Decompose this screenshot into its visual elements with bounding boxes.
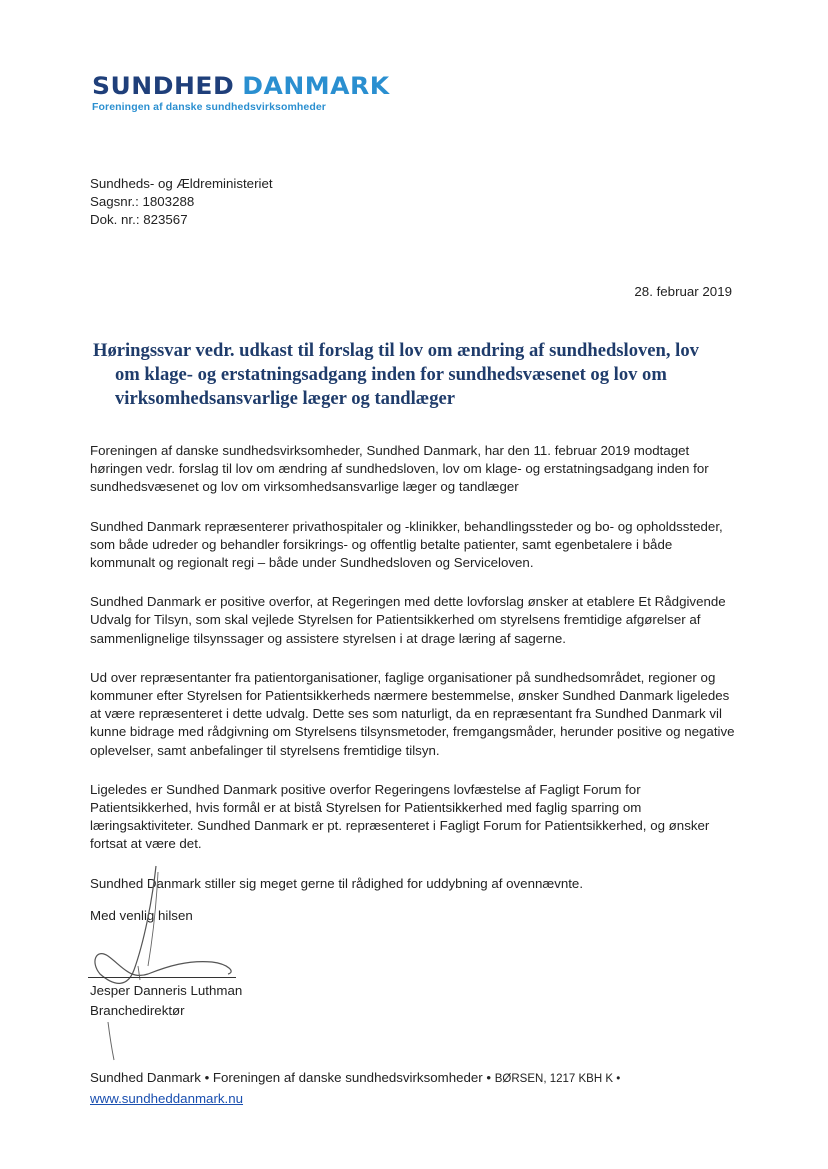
body-paragraph: Foreningen af danske sundhedsvirksomheder, Sundhed Danmark, har den 11. februar 2019 modtaget høringen vedr. forslag til lov om ændring af sundhedsloven, lov om klage- og erstatningsadgang inden for sundhedsvæsenet og lov om virksomhedsansvarlige læger og tandlæger xyxy=(90,443,709,495)
signer-block xyxy=(90,981,242,1021)
title-line-1: Høringssvar vedr. udkast til forslag til lov om ændring af sundhedsloven, lov xyxy=(93,340,699,361)
body-paragraph: Sundhed Danmark stiller sig meget gerne til rådighed for uddybning af ovennævnte. xyxy=(90,875,584,891)
case-number-value: 1803288 xyxy=(142,194,195,209)
website-link[interactable]: www.sundheddanmark.nu xyxy=(90,1091,244,1106)
handwritten-signature xyxy=(78,862,298,1072)
logo-word-danmark: DANMARK xyxy=(242,72,390,100)
logo-word-sundhed: SUNDHED xyxy=(92,72,235,100)
recipient-ministry: Sundheds- og Ældreministeriet xyxy=(90,176,273,191)
logo-tagline: Foreningen af danske sundhedsvirksomheder xyxy=(92,101,326,113)
footer-address-line xyxy=(90,1068,620,1089)
case-number-line xyxy=(90,193,273,211)
logo-wordmark xyxy=(92,74,390,99)
footer-address: BØRSEN, 1217 KBH K • xyxy=(494,1073,621,1085)
case-number-label: Sagsnr.: xyxy=(90,194,139,209)
body-paragraph: Ligeledes er Sundhed Danmark positive overfor Regeringens lovfæstelse af Fagligt Forum for Patientsikkerhed, hvis formål er at bistå Styrelsen for Patientsikkerhed med faglig sparring om læringsaktiviteter. Sundhed Danmark er pt. repræsenteret i Fagligt Forum for Patientsikkerhed, og ønsker fortsat at være det. xyxy=(90,781,710,852)
recipient-block xyxy=(90,175,273,229)
document-number-label: Dok. nr.: xyxy=(90,212,140,227)
closing-greeting: Med venlig hilsen xyxy=(90,908,193,923)
organization-logo xyxy=(92,74,390,113)
letter-date: 28. februar 2019 xyxy=(634,284,732,299)
letter-footer xyxy=(90,1068,620,1108)
signer-role: Branchedirektør xyxy=(90,1003,185,1018)
signer-name: Jesper Danneris Luthman xyxy=(90,983,243,998)
letter-body xyxy=(90,442,740,914)
title-line-3: virksomhedsansvarlige læger og tandlæger xyxy=(115,388,456,409)
body-paragraph: Sundhed Danmark repræsenterer privathospitaler og -klinikker, behandlingssteder og bo- og opholdssteder, som både udreder og behandler forsikrings- og offentlig betalte patienter, samt egenbetalere i både kommunalt og regionalt regi – både under Sundhedsloven og Serviceloven. xyxy=(90,518,723,571)
document-number-line xyxy=(90,211,273,229)
footer-organization: Sundhed Danmark • Foreningen af danske sundhedsvirksomheder • xyxy=(90,1070,492,1085)
document-number-value: 823567 xyxy=(143,212,188,227)
letter-title xyxy=(93,339,743,411)
body-paragraph: Ud over repræsentanter fra patientorganisationer, faglige organisationer på sundhedsområdet, regioner og kommuner efter Styrelsen for Patientsikkerheds nærmere bestemmelse, ønsker Sundhed Danmark ligeledes at være repræsenteret i dette udvalg. Dette ses som naturligt, da en repræsentant fra Sundhed Danmark vil kunne bidrage med rådgivning om Styrelsens tilsynsmetoder, fremgangsmåder, herunder positive og negative oplevelser, samt anbefalinger til styrelsens fremtidige tilsyn. xyxy=(90,669,735,758)
title-line-2: om klage- og erstatningsadgang inden for sundhedsvæsenet og lov om xyxy=(115,364,667,385)
body-paragraph: Sundhed Danmark er positive overfor, at Regeringen med dette lovforslag ønsker at etablere Et Rådgivende Udvalg for Tilsyn, som skal vejlede Styrelsen for Patientsikkerhed om styrelsens fremtidige afgørelser af sammenlignelige tilsynssager og assistere styrelsen i at drage læring af sagerne. xyxy=(90,594,726,646)
signature-line xyxy=(88,977,236,978)
